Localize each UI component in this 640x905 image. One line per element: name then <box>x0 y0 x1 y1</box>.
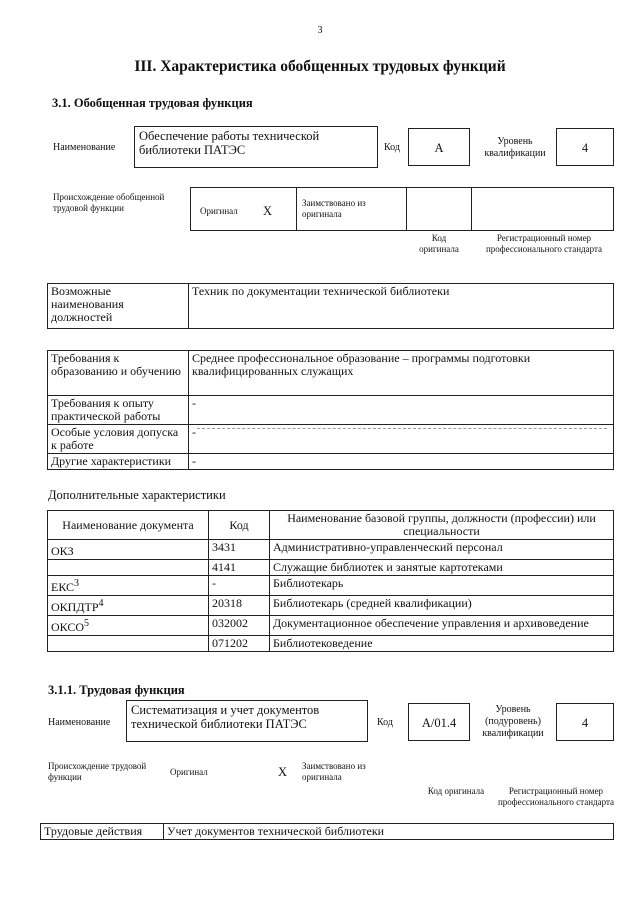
name-cell: Административно-управленческий персонал <box>270 540 614 560</box>
gtf-name-field <box>134 126 378 168</box>
doc-cell: ЕКС$^3$ <box>48 576 209 596</box>
table-row <box>48 576 614 596</box>
divider <box>471 187 472 231</box>
code-cell: 071202 <box>209 636 270 652</box>
name-cell: Служащие библиотек и занятые картотеками <box>270 560 614 576</box>
tf-reg-number-label: Регистрационный номер профессионального стандарта <box>497 786 615 807</box>
divider <box>296 187 297 231</box>
gtf-reg-number-label: Регистрационный номер профессионального стандарта <box>485 233 603 254</box>
tf-name-field <box>126 700 368 742</box>
tf-origin-label: Происхождение трудовой функции <box>48 761 147 782</box>
tf-original-label: Оригинал <box>170 767 208 777</box>
code-cell: 20318 <box>209 596 270 616</box>
code-cell: 032002 <box>209 616 270 636</box>
gtf-original-label: Оригинал <box>200 206 238 216</box>
positions-value: Техник по документации технической библиотеки <box>189 284 614 329</box>
gtf-original-mark: X <box>263 204 273 218</box>
actions-label: Трудовые действия <box>41 824 164 840</box>
gtf-origin-box <box>190 187 614 231</box>
doc-cell <box>48 560 209 576</box>
actions-table <box>40 823 614 840</box>
divider <box>406 187 407 231</box>
gtf-level-field <box>556 128 614 166</box>
gtf-name-label: Наименование <box>53 142 116 153</box>
table-row <box>48 636 614 652</box>
table-row <box>48 540 614 560</box>
gtf-code-original-label: Код оригинала <box>419 233 459 254</box>
tf-level-label: Уровень (подуровень) квалификации <box>482 704 544 739</box>
scan-artifact-line <box>197 428 607 429</box>
doc-cell <box>48 636 209 652</box>
requirement-label: Другие характеристики <box>48 454 189 470</box>
column-header: Код <box>209 511 270 540</box>
tf-original-mark: X <box>278 765 288 779</box>
gtf-name-value: Обеспечение работы технической библиотеки ПАТЭС <box>139 129 320 157</box>
positions-table <box>47 283 614 329</box>
gtf-level-label: Уровень квалификации <box>484 136 546 159</box>
requirements-table <box>47 350 614 470</box>
tf-heading: 3.1.1. Трудовая функция <box>48 683 185 697</box>
name-cell: Библиотекарь (средней квалификации) <box>270 596 614 616</box>
name-cell: Библиотековедение <box>270 636 614 652</box>
gtf-origin-label: Происхождение обобщенной трудовой функции <box>53 192 165 213</box>
requirement-label: Требования к образованию и обучению <box>48 351 189 396</box>
tf-level-field <box>556 703 614 741</box>
gtf-code-value: A <box>434 141 444 155</box>
additional-table <box>47 510 614 652</box>
tf-code-field <box>408 703 470 741</box>
requirement-value: - <box>189 454 614 470</box>
gtf-code-field <box>408 128 470 166</box>
tf-level-value: 4 <box>581 716 589 730</box>
code-cell: 3431 <box>209 540 270 560</box>
tf-code-value: A/01.4 <box>421 716 457 730</box>
table-row <box>48 596 614 616</box>
requirement-label: Особые условия допуска к работе <box>48 425 189 454</box>
gtf-level-value: 4 <box>581 141 589 155</box>
requirement-label: Требования к опыту практической работы <box>48 396 189 425</box>
gtf-heading: 3.1. Обобщенная трудовая функция <box>52 96 253 110</box>
additional-title: Дополнительные характеристики <box>48 488 226 502</box>
tf-code-label: Код <box>377 717 393 728</box>
requirement-value: Среднее профессиональное образование – программы подготовки квалифицированных служащих <box>189 351 614 396</box>
tf-borrowed-label: Заимствовано из оригинала <box>302 761 366 782</box>
gtf-borrowed-label: Заимствовано из оригинала <box>302 198 366 219</box>
positions-label: Возможные наименования должностей <box>48 284 189 329</box>
actions-value: Учет документов технической библиотеки <box>164 824 614 840</box>
tf-name-label: Наименование <box>48 717 111 728</box>
name-cell: Документационное обеспечение управления и архивоведение <box>270 616 614 636</box>
page-number: 3 <box>317 25 323 36</box>
column-header: Наименование документа <box>48 511 209 540</box>
code-cell: 4141 <box>209 560 270 576</box>
table-row <box>48 560 614 576</box>
tf-name-value: Систематизация и учет документов технической библиотеки ПАТЭС <box>131 703 320 731</box>
doc-cell: ОКЗ <box>48 540 209 560</box>
doc-cell: ОКСО$^5$ <box>48 616 209 636</box>
code-cell: - <box>209 576 270 596</box>
section-title: III. Характеристика обобщенных трудовых функций <box>134 58 506 75</box>
doc-cell: ОКПДТР$^4$ <box>48 596 209 616</box>
table-row <box>48 616 614 636</box>
gtf-code-label: Код <box>384 142 400 153</box>
requirement-value: - <box>189 396 614 425</box>
tf-code-original-label: Код оригинала <box>427 786 485 796</box>
name-cell: Библиотекарь <box>270 576 614 596</box>
column-header: Наименование базовой группы, должности (профессии) или специальности <box>270 511 614 540</box>
requirement-value: - <box>189 425 614 454</box>
